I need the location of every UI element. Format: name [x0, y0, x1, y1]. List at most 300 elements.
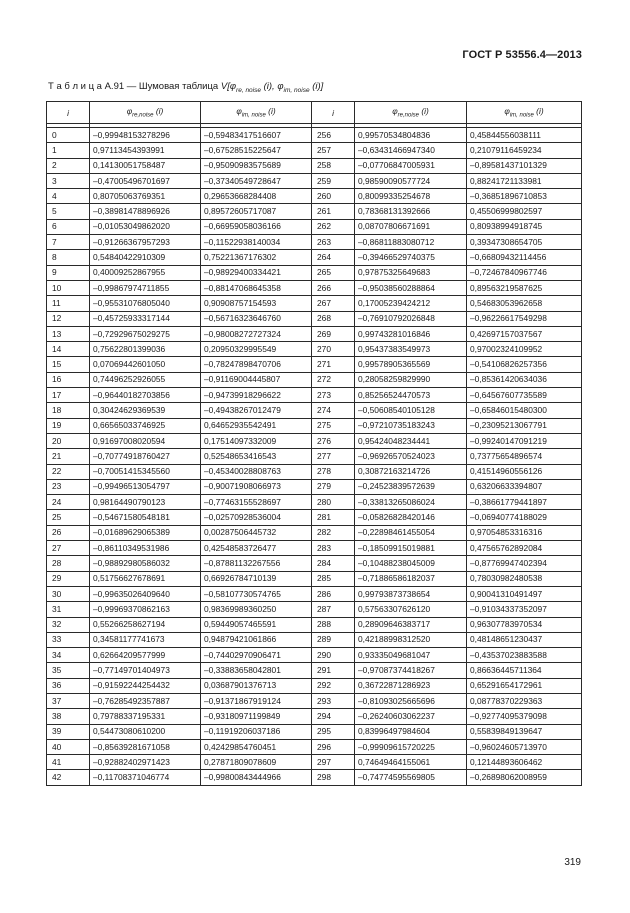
table-row [47, 342, 582, 357]
table-cell: 31 [47, 602, 90, 617]
table-row [47, 173, 582, 188]
table-cell: –0,59483417516607 [201, 128, 312, 143]
table-cell: 0,45844556038111 [467, 128, 582, 143]
table-cell: –0,11522938140034 [201, 235, 312, 250]
table-row [47, 464, 582, 479]
table-cell: –0,18509915019881 [355, 541, 467, 556]
table-cell: 0,86636445711364 [467, 663, 582, 678]
standard-header: ГОСТ Р 53556.4—2013 [462, 49, 582, 61]
table-cell: –0,96024605713970 [467, 739, 582, 754]
table-cell: 10 [47, 280, 90, 295]
table-cell: 279 [312, 479, 355, 494]
table-cell: 264 [312, 250, 355, 265]
table-cell: 0,07069442601050 [90, 357, 201, 372]
table-row [47, 280, 582, 295]
table-row [47, 128, 582, 143]
table-cell: 0,93335049681047 [355, 648, 467, 663]
table-cell: 2 [47, 158, 90, 173]
table-cell: 0,94879421061866 [201, 632, 312, 647]
table-cell: –0,23095213067791 [467, 418, 582, 433]
table-cell: –0,91266367957293 [90, 235, 201, 250]
table-row [47, 204, 582, 219]
col-header-re-right: $\varphi_{re,noise}$ (i) [355, 102, 467, 124]
table-cell: 291 [312, 663, 355, 678]
table-cell: –0,99867974711855 [90, 280, 201, 295]
table-cell: –0,38981478896926 [90, 204, 201, 219]
table-row [47, 250, 582, 265]
table-cell: –0,45340028808763 [201, 464, 312, 479]
table-cell: 0,48148651230437 [467, 632, 582, 647]
table-cell: –0,92882402971423 [90, 755, 201, 770]
table-cell: –0,24523839572639 [355, 479, 467, 494]
table-cell: 259 [312, 173, 355, 188]
table-cell: –0,91592244254432 [90, 678, 201, 693]
table-cell: –0,91034337352097 [467, 602, 582, 617]
table-cell: –0,90071908066973 [201, 479, 312, 494]
table-cell: 284 [312, 556, 355, 571]
caption-prefix: Т а б л и ц а [48, 81, 102, 92]
table-row [47, 510, 582, 525]
table-row [47, 617, 582, 632]
table-cell: 0,78368131392666 [355, 204, 467, 219]
table-row [47, 663, 582, 678]
table-cell: 0,27871809078609 [201, 755, 312, 770]
table-cell: 273 [312, 388, 355, 403]
table-cell: 298 [312, 770, 355, 785]
table-cell: 0,20950329995549 [201, 342, 312, 357]
table-cell: 288 [312, 617, 355, 632]
table-cell: –0,06940774188029 [467, 510, 582, 525]
table-cell: 278 [312, 464, 355, 479]
table-cell: 0,41514960556126 [467, 464, 582, 479]
table-cell: 33 [47, 632, 90, 647]
table-row [47, 586, 582, 601]
table-cell: –0,81093025665696 [355, 693, 467, 708]
table-cell: 0,73775654896574 [467, 449, 582, 464]
table-cell: 0,97875325649683 [355, 265, 467, 280]
table-cell: 282 [312, 525, 355, 540]
table-cell: 0,29653668284408 [201, 189, 312, 204]
table-cell: 9 [47, 265, 90, 280]
table-cell: –0,54106826257356 [467, 357, 582, 372]
table-cell: 38 [47, 709, 90, 724]
table-cell: 0,42188998312520 [355, 632, 467, 647]
table-cell: 277 [312, 449, 355, 464]
table-cell: 28 [47, 556, 90, 571]
table-cell: 0,42429854760451 [201, 739, 312, 754]
table-row [47, 265, 582, 280]
col-header-i-left: i [47, 102, 90, 124]
table-row [47, 418, 582, 433]
table-cell: –0,70051415345560 [90, 464, 201, 479]
table-cell: 0,99570534804836 [355, 128, 467, 143]
table-cell: 268 [312, 311, 355, 326]
table-cell: 5 [47, 204, 90, 219]
table-row [47, 403, 582, 418]
table-row [47, 449, 582, 464]
table-cell: 0,98164490790123 [90, 495, 201, 510]
table-cell: 0,34581177741673 [90, 632, 201, 647]
table-cell: 295 [312, 724, 355, 739]
table-cell: 37 [47, 693, 90, 708]
table-cell: –0,96440182703856 [90, 388, 201, 403]
table-cell: 297 [312, 755, 355, 770]
table-row [47, 326, 582, 341]
table-cell: –0,99635026409640 [90, 586, 201, 601]
table-row [47, 525, 582, 540]
table-cell: –0,11919206037186 [201, 724, 312, 739]
table-cell: –0,72929675029275 [90, 326, 201, 341]
table-cell: 0,97113454393991 [90, 143, 201, 158]
table-cell: 0,54840422910309 [90, 250, 201, 265]
table-cell: 12 [47, 311, 90, 326]
page-number: 319 [564, 857, 581, 868]
table-cell: 0,39347308654705 [467, 235, 582, 250]
table-cell: 0,95437383549973 [355, 342, 467, 357]
table-cell: –0,74774595569805 [355, 770, 467, 785]
table-cell: 36 [47, 678, 90, 693]
table-body [47, 128, 582, 786]
table-cell: –0,26240603062237 [355, 709, 467, 724]
table-caption [48, 81, 323, 94]
table-cell: 269 [312, 326, 355, 341]
table-cell: 289 [312, 632, 355, 647]
table-cell: –0,87769947402394 [467, 556, 582, 571]
table-header [47, 102, 582, 128]
table-cell: 0,28058259829990 [355, 372, 467, 387]
table-cell: 274 [312, 403, 355, 418]
table-cell: –0,36851896710853 [467, 189, 582, 204]
table-cell: –0,95038560288864 [355, 280, 467, 295]
table-cell: –0,65846015480300 [467, 403, 582, 418]
table-cell: –0,97087374418267 [355, 663, 467, 678]
table-cell: 281 [312, 510, 355, 525]
table-row [47, 541, 582, 556]
table-row [47, 219, 582, 234]
table-cell: 0,74649464155061 [355, 755, 467, 770]
table-cell: –0,98008272727324 [201, 326, 312, 341]
table-cell: 0,75221367176302 [201, 250, 312, 265]
table-cell: 0,14130051758487 [90, 158, 201, 173]
table-cell: –0,95090983575689 [201, 158, 312, 173]
table-cell: –0,93180971199849 [201, 709, 312, 724]
table-cell: 267 [312, 296, 355, 311]
table-cell: 0,62664209577999 [90, 648, 201, 663]
table-cell: –0,91371867919124 [201, 693, 312, 708]
table-cell: –0,98892980586032 [90, 556, 201, 571]
table-cell: 0,74496252926055 [90, 372, 201, 387]
table-cell: 3 [47, 173, 90, 188]
table-cell: 0,55266258627194 [90, 617, 201, 632]
table-cell: 0,98369989360250 [201, 602, 312, 617]
table-cell: –0,02570928536004 [201, 510, 312, 525]
table-cell: 13 [47, 326, 90, 341]
table-cell: 0,64652935542491 [201, 418, 312, 433]
table-cell: 287 [312, 602, 355, 617]
table-cell: 293 [312, 693, 355, 708]
table-cell: –0,77149701404973 [90, 663, 201, 678]
table-cell: –0,26898062008959 [467, 770, 582, 785]
table-cell: 275 [312, 418, 355, 433]
table-cell: 0,59449057465591 [201, 617, 312, 632]
table-cell: –0,38661779441897 [467, 495, 582, 510]
table-cell: –0,10488238045009 [355, 556, 467, 571]
table-cell: 0,99578905365569 [355, 357, 467, 372]
table-cell: 0,83996497984604 [355, 724, 467, 739]
table-cell: –0,64567607735589 [467, 388, 582, 403]
table-cell: 0,17514097332009 [201, 433, 312, 448]
table-row [47, 158, 582, 173]
table-cell: 0,91697008020594 [90, 433, 201, 448]
table-cell: 25 [47, 510, 90, 525]
table-cell: –0,66809432114456 [467, 250, 582, 265]
table-cell: 32 [47, 617, 90, 632]
table-cell: –0,47005496701697 [90, 173, 201, 188]
table-cell: –0,56716323646760 [201, 311, 312, 326]
table-cell: 0,98590090577724 [355, 173, 467, 188]
table-cell: –0,77463155528697 [201, 495, 312, 510]
table-cell: 0,30424629369539 [90, 403, 201, 418]
table-row [47, 693, 582, 708]
table-row [47, 372, 582, 387]
table-cell: 34 [47, 648, 90, 663]
table-cell: 276 [312, 433, 355, 448]
table-row [47, 724, 582, 739]
table-cell: 0,80099335254678 [355, 189, 467, 204]
table-cell: 39 [47, 724, 90, 739]
table-cell: 257 [312, 143, 355, 158]
table-cell: 15 [47, 357, 90, 372]
table-cell: 0,97002324109952 [467, 342, 582, 357]
table-row [47, 479, 582, 494]
table-cell: 7 [47, 235, 90, 250]
table-cell: 26 [47, 525, 90, 540]
caption-number: А.91 [104, 81, 125, 92]
table-cell: –0,85639281671058 [90, 739, 201, 754]
table-cell: –0,97210735183243 [355, 418, 467, 433]
table-cell: 0,89563219587625 [467, 280, 582, 295]
table-cell: 0,96307783970534 [467, 617, 582, 632]
table-cell: 0,08778370229363 [467, 693, 582, 708]
table-row [47, 571, 582, 586]
table-cell: 0,36722871286923 [355, 678, 467, 693]
table-cell: 0,08707806671691 [355, 219, 467, 234]
table-cell: 0,80705063769351 [90, 189, 201, 204]
table-cell: –0,78247898470706 [201, 357, 312, 372]
table-cell: 0,42697157037567 [467, 326, 582, 341]
table-cell: 0,28909646383717 [355, 617, 467, 632]
table-cell: 280 [312, 495, 355, 510]
table-cell: –0,76285492357887 [90, 693, 201, 708]
table-cell: –0,98929400334421 [201, 265, 312, 280]
table-cell: 0,21079116459234 [467, 143, 582, 158]
table-cell: 258 [312, 158, 355, 173]
table-cell: –0,85361420634036 [467, 372, 582, 387]
table-cell: 270 [312, 342, 355, 357]
table-cell: 18 [47, 403, 90, 418]
table-cell: 6 [47, 219, 90, 234]
table-cell: –0,54671580548181 [90, 510, 201, 525]
table-cell: 261 [312, 204, 355, 219]
table-cell: 0,97054853316316 [467, 525, 582, 540]
table-cell: –0,58107730574765 [201, 586, 312, 601]
table-cell: –0,37340549728647 [201, 173, 312, 188]
table-cell: –0,63431466947340 [355, 143, 467, 158]
table-cell: –0,71886586182037 [355, 571, 467, 586]
table-cell: –0,50608540105128 [355, 403, 467, 418]
table-cell: 0,42548583726477 [201, 541, 312, 556]
table-row [47, 311, 582, 326]
col-header-im-right: $\varphi_{im, noise}$ (i) [467, 102, 582, 124]
table-row [47, 143, 582, 158]
table-row [47, 296, 582, 311]
col-header-im-left: $\varphi_{im, noise}$ (i) [201, 102, 312, 124]
table-cell: –0,89581437101329 [467, 158, 582, 173]
table-cell: 260 [312, 189, 355, 204]
table-cell: 0,40009252867955 [90, 265, 201, 280]
table-cell: –0,07706847005931 [355, 158, 467, 173]
table-cell: 292 [312, 678, 355, 693]
table-cell: 0,75622801399036 [90, 342, 201, 357]
table-row [47, 235, 582, 250]
table-cell: 0,00287506445732 [201, 525, 312, 540]
table-row [47, 357, 582, 372]
caption-title: Шумовая таблица [138, 81, 219, 92]
table-cell: 290 [312, 648, 355, 663]
table-cell: 271 [312, 357, 355, 372]
table-cell: 272 [312, 372, 355, 387]
col-header-re-left: $\varphi_{re,noise}$ (i) [90, 102, 201, 124]
table-cell: 17 [47, 388, 90, 403]
table-cell: 0,99743281016846 [355, 326, 467, 341]
table-cell: 14 [47, 342, 90, 357]
table-cell: 29 [47, 571, 90, 586]
table-cell: 0,80938994918745 [467, 219, 582, 234]
table-cell: 0,55839849139647 [467, 724, 582, 739]
table-cell: –0,33813265086024 [355, 495, 467, 510]
table-cell: 4 [47, 189, 90, 204]
table-cell: 0,45506999802597 [467, 204, 582, 219]
table-cell: –0,94739918296622 [201, 388, 312, 403]
table-cell: 262 [312, 219, 355, 234]
table-cell: 0,65291654172961 [467, 678, 582, 693]
table-cell: 24 [47, 495, 90, 510]
table-cell: 0,66565033746925 [90, 418, 201, 433]
table-cell: –0,99240147091219 [467, 433, 582, 448]
table-row [47, 770, 582, 785]
table-cell: 0,54473080610200 [90, 724, 201, 739]
table-cell: –0,95531076805040 [90, 296, 201, 311]
caption-dash: — [126, 81, 137, 92]
table-cell: 35 [47, 663, 90, 678]
table-cell: 0,66926784710139 [201, 571, 312, 586]
table-cell: 0,90041310491497 [467, 586, 582, 601]
table-cell: 0,57563307626120 [355, 602, 467, 617]
table-cell: 0 [47, 128, 90, 143]
table-cell: 263 [312, 235, 355, 250]
table-row [47, 739, 582, 754]
table-cell: 30 [47, 586, 90, 601]
table-cell: 42 [47, 770, 90, 785]
table-cell: –0,99496513054797 [90, 479, 201, 494]
table-cell: 8 [47, 250, 90, 265]
table-cell: –0,92774095379098 [467, 709, 582, 724]
table-cell: 0,51756627678691 [90, 571, 201, 586]
table-cell: –0,96226617549298 [467, 311, 582, 326]
table-cell: 0,79788337195331 [90, 709, 201, 724]
table-cell: 23 [47, 479, 90, 494]
table-cell: –0,66959058036166 [201, 219, 312, 234]
table-cell: –0,99948153278296 [90, 128, 201, 143]
table-cell: –0,43537023883588 [467, 648, 582, 663]
table-cell: –0,99800843444966 [201, 770, 312, 785]
noise-table [46, 101, 582, 786]
table-cell: 0,63206633394807 [467, 479, 582, 494]
table-row [47, 189, 582, 204]
table-row [47, 388, 582, 403]
table-cell: –0,22898461455054 [355, 525, 467, 540]
table-cell: 11 [47, 296, 90, 311]
table-cell: –0,01689629065389 [90, 525, 201, 540]
table-cell: 294 [312, 709, 355, 724]
table-cell: –0,74402970906471 [201, 648, 312, 663]
table-row [47, 495, 582, 510]
table-cell: –0,11708371046774 [90, 770, 201, 785]
table-cell: –0,39466529740375 [355, 250, 467, 265]
table-cell: –0,67528515225647 [201, 143, 312, 158]
table-row [47, 632, 582, 647]
table-cell: –0,87881132267556 [201, 556, 312, 571]
table-cell: 285 [312, 571, 355, 586]
table-cell: –0,96926570524023 [355, 449, 467, 464]
table-row [47, 755, 582, 770]
table-row [47, 602, 582, 617]
table-cell: 286 [312, 586, 355, 601]
table-cell: –0,99969370862163 [90, 602, 201, 617]
table-cell: 0,54683053962658 [467, 296, 582, 311]
table-cell: 0,99793873738654 [355, 586, 467, 601]
table-cell: 40 [47, 739, 90, 754]
table-cell: 0,12144893606462 [467, 755, 582, 770]
table-cell: 265 [312, 265, 355, 280]
caption-formula: $V[\varphi_{re, noise}$ (i), $\varphi_{im, noise}$ (i)] [220, 81, 324, 94]
table-cell: –0,33883658042801 [201, 663, 312, 678]
table-cell: 0,30872163214726 [355, 464, 467, 479]
table-cell: –0,86811883080712 [355, 235, 467, 250]
table-cell: 0,89572605717087 [201, 204, 312, 219]
table-cell: 16 [47, 372, 90, 387]
table-cell: 20 [47, 433, 90, 448]
table-cell: 0,78030982480538 [467, 571, 582, 586]
table-cell: –0,49438267012479 [201, 403, 312, 418]
table-cell: 27 [47, 541, 90, 556]
table-cell: –0,76910792026848 [355, 311, 467, 326]
table-row [47, 648, 582, 663]
table-row [47, 709, 582, 724]
table-cell: 0,85256524470573 [355, 388, 467, 403]
table-cell: 256 [312, 128, 355, 143]
table-cell: 0,52548653416543 [201, 449, 312, 464]
table-cell: –0,72467840967746 [467, 265, 582, 280]
table-cell: 296 [312, 739, 355, 754]
table-cell: 41 [47, 755, 90, 770]
table-cell: 22 [47, 464, 90, 479]
table-cell: –0,01053049862020 [90, 219, 201, 234]
table-cell: –0,45725933317144 [90, 311, 201, 326]
table-cell: 0,17005239424212 [355, 296, 467, 311]
table-cell: –0,99909615720225 [355, 739, 467, 754]
table-cell: 0,95424048234441 [355, 433, 467, 448]
